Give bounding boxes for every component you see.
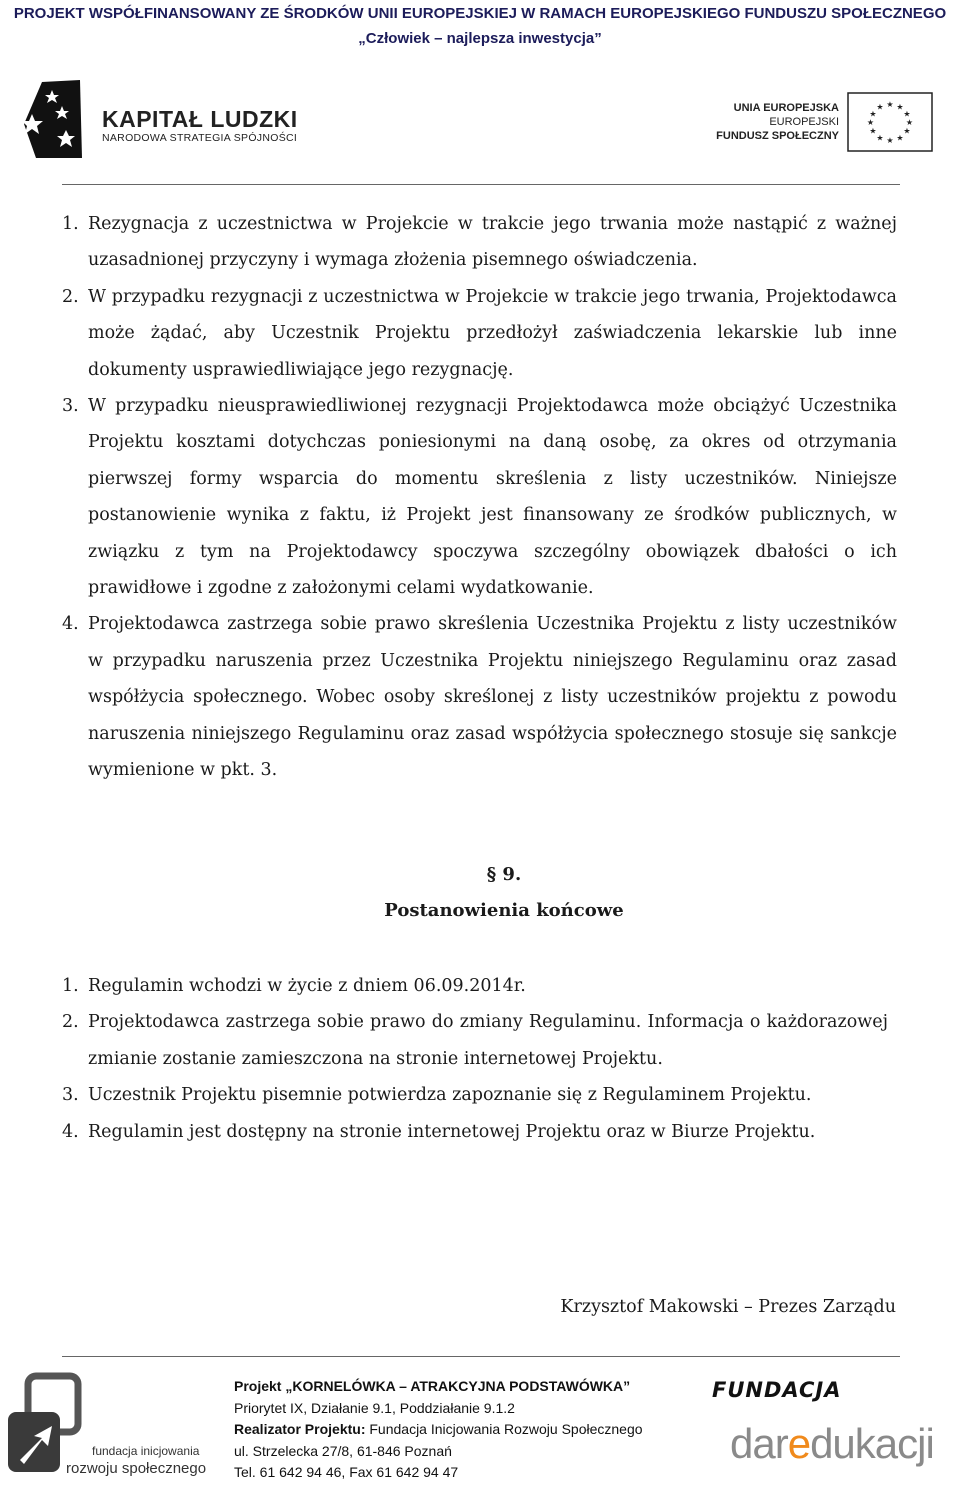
svg-text:★: ★ — [869, 126, 877, 136]
list-item — [62, 1004, 888, 1077]
eu-logo-line1: UNIA EUROPEJSKA — [733, 102, 839, 114]
section8-list — [62, 206, 897, 789]
list-item-number: 2. — [62, 286, 79, 307]
footer-realizer-name: Fundacja Inicjowania Rozwoju Społecznego — [365, 1421, 643, 1437]
svg-text:★: ★ — [903, 126, 911, 136]
footer-realizer — [234, 1419, 643, 1441]
list-item-text: Rezygnacja z uczestnictwa w Projekcie w trakcie jego trwania może nastąpić z ważnej uzasadnionej przyczyny i wymaga złożenia pisemnego oświadczenia. — [88, 214, 897, 271]
footer-project-info — [234, 1376, 643, 1484]
svg-text:★: ★ — [886, 100, 894, 109]
fundacja-logo-line1: fundacja inicjowania — [92, 1444, 200, 1458]
list-item — [62, 1114, 848, 1150]
kapital-ludzki-name: KAPITAŁ LUDZKI — [102, 106, 298, 132]
dar-edukacji-wordmark — [730, 1420, 934, 1468]
svg-text:★: ★ — [896, 133, 904, 143]
list-item-text: Regulamin jest dostępny na stronie internetowej Projektu oraz w Biurze Projektu. — [88, 1121, 816, 1142]
svg-text:★: ★ — [903, 109, 911, 119]
dar-edukacji-part2: e — [787, 1420, 811, 1467]
funding-banner-line1: PROJEKT WSPÓŁFINANSOWANY ZE ŚRODKÓW UNII EUROPEJSKIEJ W RAMACH EUROPEJSKIEGO FUNDUSZU SPOŁECZNEGO — [13, 5, 947, 22]
list-item — [62, 968, 897, 1004]
funding-banner-line2: „Człowiek – najlepsza inwestycja” — [358, 30, 602, 47]
list-item-text: Projektodawca zastrzega sobie prawo skreślenia Uczestnika Projektu z listy uczestników w przypadku naruszenia przez Uczestnika Projektu niniejszego Regulaminu oraz zasad współżycia społecznego. Wobec osoby skreślonej z listy uczestników projektu z powodu naruszenia niniejszego Regulaminu oraz zasad współżycia społecznego stosuje się sankcje wymienione w pkt. 3. — [88, 614, 897, 781]
dar-edukacji-foundation-label: FUNDACJA — [712, 1378, 842, 1402]
fundacja-inicjowania-logo — [0, 1368, 225, 1483]
list-item-text: Regulamin wchodzi w życie z dniem 06.09.2014r. — [88, 976, 526, 996]
eu-logo — [716, 92, 935, 154]
kapital-ludzki-emblem-icon — [22, 80, 84, 160]
list-item — [62, 206, 897, 279]
svg-text:★: ★ — [876, 133, 884, 143]
fundacja-logo-line2: rozwoju społecznego — [66, 1460, 207, 1477]
list-item — [62, 1077, 848, 1113]
list-item — [62, 388, 897, 606]
list-item-number: 4. — [62, 1121, 79, 1142]
eu-logo-line2: EUROPEJSKI — [769, 116, 839, 128]
list-item-number: 4. — [62, 614, 79, 635]
footer-realizer-label: Realizator Projektu: — [234, 1421, 366, 1437]
list-item-text: Projektodawca zastrzega sobie prawo do zmiany Regulaminu. Informacja o każdorazowej zmianie zostanie zamieszczona na stronie internetowej Projektu. — [88, 1012, 888, 1069]
dar-edukacji-part3: dukacji — [810, 1420, 934, 1467]
svg-text:★: ★ — [876, 102, 884, 112]
footer-priority: Priorytet IX, Działanie 9.1, Poddziałanie 9.1.2 — [234, 1399, 515, 1416]
list-item — [62, 606, 897, 788]
section-number: § 9. — [486, 864, 522, 885]
svg-text:★: ★ — [886, 136, 894, 145]
footer-phone: Tel. 61 642 94 46, Fax 61 642 94 47 — [234, 1464, 459, 1480]
header-divider — [62, 184, 900, 185]
signature: Krzysztof Makowski – Prezes Zarządu — [560, 1297, 896, 1317]
svg-text:★: ★ — [866, 118, 875, 127]
kapital-ludzki-subtitle: NARODOWA STRATEGIA SPÓJNOŚCI — [102, 132, 298, 144]
list-item-number: 3. — [62, 1085, 79, 1106]
dar-edukacji-logo — [708, 1378, 958, 1478]
list-item-number: 2. — [62, 1012, 79, 1033]
list-item-number: 1. — [62, 976, 79, 996]
svg-text:★: ★ — [869, 109, 877, 119]
list-item-text: W przypadku rezygnacji z uczestnictwa w Projekcie w trakcie jego trwania, Projektodawca może żądać, aby Uczestnik Projektu przedłożył zaświadczenia lekarskie lub inne dokumenty usprawiedliwiające jego rezygnację. — [88, 286, 897, 380]
section-title: Postanowienia końcowe — [384, 900, 624, 921]
eu-flag-icon — [847, 92, 933, 152]
list-item-number: 1. — [62, 214, 79, 234]
list-item-number: 3. — [62, 396, 79, 417]
svg-text:★: ★ — [896, 102, 904, 112]
footer-project-name: Projekt „KORNELÓWKA – ATRAKCYJNA PODSTAWÓWKA” — [234, 1378, 631, 1394]
svg-text:★: ★ — [905, 118, 914, 127]
section9-list — [62, 968, 897, 1150]
kapital-ludzki-logo — [22, 80, 312, 160]
list-item — [62, 279, 897, 388]
footer-address: ul. Strzelecka 27/8, 61-846 Poznań — [234, 1442, 452, 1459]
footer-divider — [62, 1356, 900, 1357]
eu-logo-line3: FUNDUSZ SPOŁECZNY — [716, 130, 839, 142]
list-item-text: Uczestnik Projektu pisemnie potwierdza zapoznanie się z Regulaminem Projektu. — [88, 1085, 812, 1106]
dar-edukacji-part1: dar — [730, 1420, 788, 1467]
list-item-text: W przypadku nieusprawiedliwionej rezygnacji Projektodawca może obciążyć Uczestnika Projektu kosztami dotychczas poniesionymi na daną osobę, za okres od otrzymania pierwszej formy wsparcia do momentu skreślenia z listy uczestników. Niniejsze postanowienie wynika z faktu, iż Projekt jest finansowany ze środków publicznych, w związku z tym na Projektodawcy spoczywa szczególny obowiązek dbałości o ich prawidłowe i zgodne z założonymi celami wydatkowanie. — [88, 396, 897, 599]
